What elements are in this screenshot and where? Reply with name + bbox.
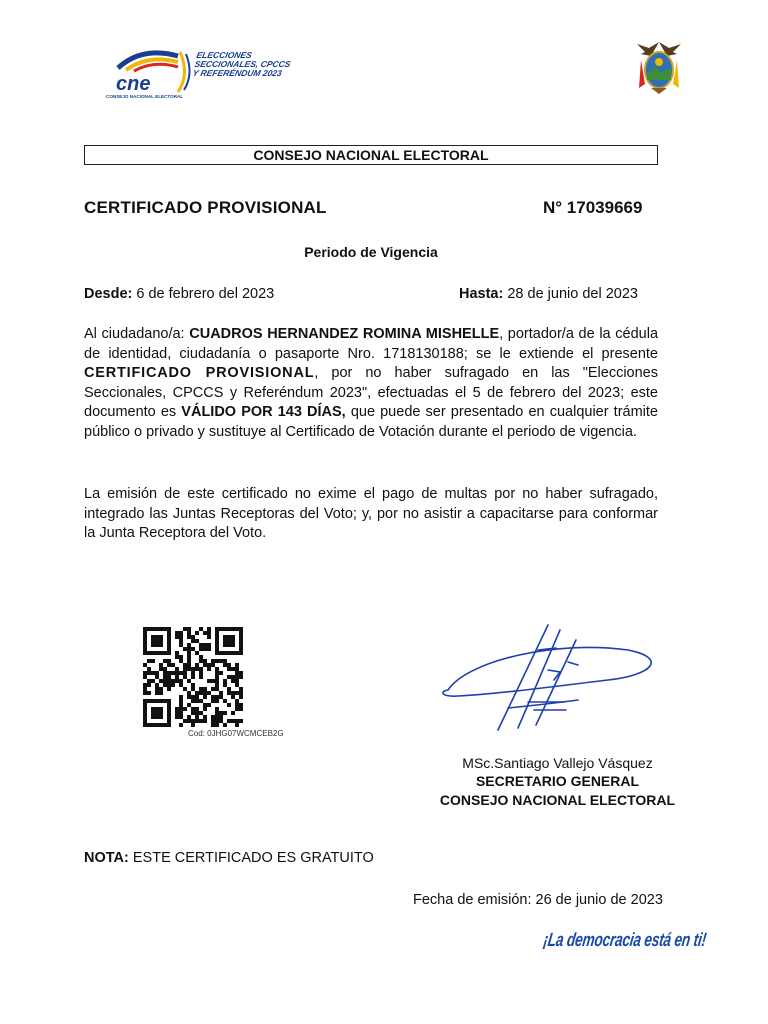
qr-code-text: Cod: 0JHG07WCMCEB2G xyxy=(188,729,284,738)
nota-label: NOTA: xyxy=(84,850,129,866)
ecuador-coat-of-arms-icon xyxy=(631,38,687,96)
hasta-value: 28 de junio del 2023 xyxy=(503,286,638,302)
certificate-paragraph xyxy=(84,325,658,443)
paragraph-text: Al ciudadano/a: xyxy=(84,326,190,342)
certificate-number: N° 17039669 xyxy=(543,198,643,217)
certificate-type: CERTIFICADO PROVISIONAL xyxy=(84,365,315,382)
elecciones-logo-text: ELECCIONES SECCIONALES, CPCCS Y REFERÉNDUM 2023 xyxy=(191,50,292,78)
hasta-date xyxy=(459,286,638,302)
paragraph-text: , portador/a de la cédula de identidad, ciudadanía o pasaporte Nro. 1718130188; se le extiende el presente xyxy=(84,326,659,362)
nota xyxy=(84,850,374,866)
desde-date xyxy=(84,286,274,302)
desde-value: 6 de febrero del 2023 xyxy=(132,286,275,302)
header-box: CONSEJO NACIONAL ELECTORAL xyxy=(84,145,658,165)
cne-logo-text: cne xyxy=(116,73,151,95)
disclaimer-paragraph: La emisión de este certificado no exime el pago de multas por no haber sufragado, integrado las Juntas Receptoras del Voto; y, por no asistir a capacitarse para conformar la Junta Receptora del Voto. xyxy=(84,486,658,542)
hasta-label: Hasta: xyxy=(459,286,504,302)
nota-text: ESTE CERTIFICADO ES GRATUITO xyxy=(128,850,374,866)
validity-text: VÁLIDO POR 143 DÍAS, xyxy=(181,404,346,421)
cne-logo-graphic xyxy=(100,44,310,104)
certificate-title: CERTIFICADO PROVISIONAL xyxy=(84,198,327,217)
signature xyxy=(438,610,663,745)
qr-code-icon xyxy=(140,627,246,727)
citizen-name: CUADROS HERNANDEZ ROMINA MISHELLE xyxy=(189,326,500,342)
cne-logo xyxy=(100,44,310,104)
paragraph-text: , por no haber sufragado en las "Elecciones Seccionales, CPCCS y Referéndum 2023", efectuadas el 5 de febrero del 2023; este documento es xyxy=(84,365,658,421)
paragraph-text: que puede ser presentado en cualquier trámite público o privado y sustituye al Certificado de Votación durante el periodo de vigencia. xyxy=(84,404,658,440)
signer-org: CONSEJO NACIONAL ELECTORAL xyxy=(439,792,676,808)
issue-date: Fecha de emisión: 26 de junio de 2023 xyxy=(413,892,663,908)
cne-logo-subtitle: CONSEJO NACIONAL ELECTORAL xyxy=(106,94,184,99)
slogan: ¡La democracia está en ti! xyxy=(542,930,708,951)
signer-role: SECRETARIO GENERAL xyxy=(475,773,640,789)
desde-label: Desde: xyxy=(84,286,133,302)
signer-name: MSc.Santiago Vallejo Vásquez xyxy=(462,755,653,771)
vigencia-title: Periodo de Vigencia xyxy=(304,244,438,260)
